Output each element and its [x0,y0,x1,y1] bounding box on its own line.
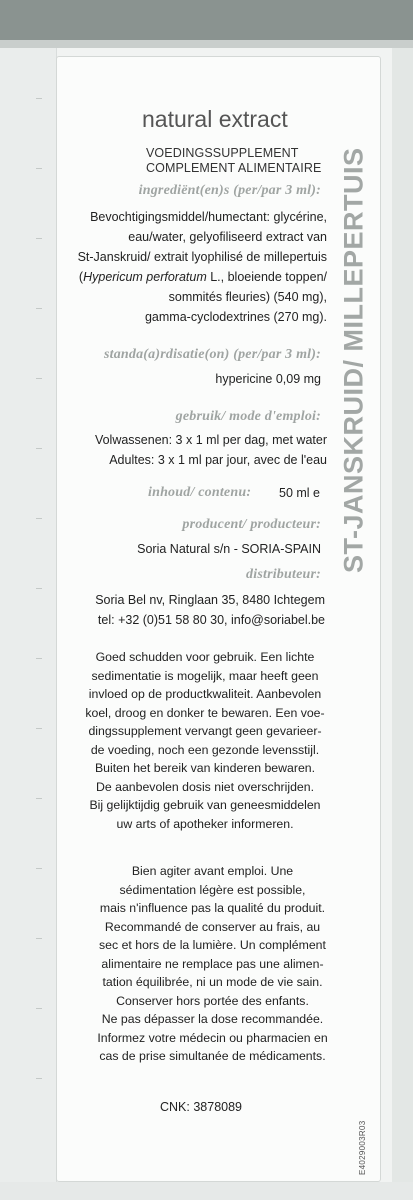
box-bottom-band [0,1182,413,1200]
ingredients-line: sommités fleuries) (540 mg), [168,290,327,304]
ingredients-line: eau/water, gelyofiliseerd extract van [128,230,327,244]
usage-heading: gebruik/ mode d'emploi: [175,409,321,424]
producer-value: Soria Natural s/n - SORIA-SPAIN [137,542,321,556]
ghost-mark [36,518,42,519]
content-value: 50 ml e [279,486,320,500]
notice-fr-line: mais n'influence pas la qualité du produit. [99,901,326,915]
usage-line: Volwassenen: 3 x 1 ml per dag, met water [94,433,327,447]
notice-fr-line: tation équilibrée, ni un mode de vie sain. [102,975,323,989]
ingredients-line: St-Janskruid/ extrait lyophilisé de millepertuis [77,250,327,264]
distributor-heading: distributeur: [246,567,321,582]
usage-line: Adultes: 3 x 1 ml par jour, avec de l'eau [109,453,327,467]
box-side-panel [0,48,57,1182]
notice-nl-line: invloed op de productkwaliteit. Aanbevolen [88,687,322,701]
notice-fr-line: Informez votre médecin ou pharmacien en [97,1030,328,1045]
ghost-mark [36,658,42,659]
notice-fr-line: Bien agiter avant emploi. Une [131,864,294,878]
notice-fr-line: Conserver hors portée des enfants. [116,993,309,1008]
ghost-mark [36,238,42,239]
ghost-mark [36,938,42,939]
ghost-mark [36,588,42,589]
notice-fr [70,862,355,1066]
notice-nl-line: uw arts of apotheker informeren. [116,816,294,831]
ghost-mark [36,728,42,729]
notice-nl-line: Goed schudden voor gebruik. Een lichte [95,650,315,664]
ghost-mark [36,1078,42,1079]
ingredients-heading: ingrediënt(en)s (per/par 3 ml): [138,183,321,198]
notice-nl-line: De aanbevolen dosis niet overschrijden. [95,779,315,794]
barcode-text: E4029003R03 [358,1120,367,1175]
notice-fr-line: cas de prise simultanée de médicaments. [99,1049,326,1063]
distributor-line: tel: +32 (0)51 58 80 30, info@soriabel.be [97,613,325,627]
ingredients-line: (Hypericum perforatum L., bloeiende toppen/ [78,270,327,284]
ghost-mark [36,98,42,99]
standardisation-value: hypericine 0,09 mg [215,372,321,386]
notice-nl-line: Bij gelijktijdig gebruik van geneesmiddelen [89,798,321,812]
notice-nl-line: koel, droog en donker te bewaren. Een voe- [85,705,325,720]
notice-nl [70,648,340,833]
notice-nl-line: Buiten het bereik van kinderen bewaren. [94,761,316,775]
notice-nl-line: sedimentatie is mogelijk, maar heeft geen [91,668,319,683]
ghost-mark [36,168,42,169]
subtitle-nl: VOEDINGSSUPPLEMENT [146,146,299,160]
ingredients-line: gamma-cyclodextrines (270 mg). [144,310,327,324]
ghost-mark [36,868,42,869]
botanical-name: Hypericum perforatum [83,270,207,284]
ghost-mark [36,1008,42,1009]
box-top-band [0,0,413,40]
notice-fr-line: Recommandé de conserver au frais, au [104,919,321,934]
ghost-mark [36,378,42,379]
notice-nl-line: de voeding, noch een gezonde levensstijl. [90,742,320,757]
ghost-mark [36,308,42,309]
ghost-mark [36,798,42,799]
box-right-edge [392,48,413,1182]
notice-nl-line: dingssupplement vervangt geen gevarieer- [88,724,322,738]
content-heading: inhoud/ contenu: [148,485,252,500]
notice-fr-line: alimentaire ne remplace pas une alimen- [101,956,324,971]
product-name-vertical: ST-JANSKRUID/ MILLEPERTUIS [338,147,369,573]
notice-fr-line: Ne pas dépasser la dose recommandée. [101,1012,324,1026]
subtitle-fr: COMPLEMENT ALIMENTAIRE [146,161,322,175]
notice-fr-line: sédimentation légère est possible, [119,882,306,897]
notice-fr-line: sec et hors de la lumière. Un complément [99,938,326,952]
brand-line: natural extract [142,106,288,132]
cnk-code: CNK: 3878089 [160,1100,243,1114]
standardisation-heading: standa(a)rdisatie(on) (per/par 3 ml): [103,347,321,362]
producer-heading: producent/ producteur: [182,517,321,532]
distributor-line: Soria Bel nv, Ringlaan 35, 8480 Ichtegem [95,593,325,607]
ingredients-line: Bevochtigingsmiddel/humectant: glycérine, [90,210,327,224]
box-top-edge [0,40,413,48]
ghost-mark [36,448,42,449]
